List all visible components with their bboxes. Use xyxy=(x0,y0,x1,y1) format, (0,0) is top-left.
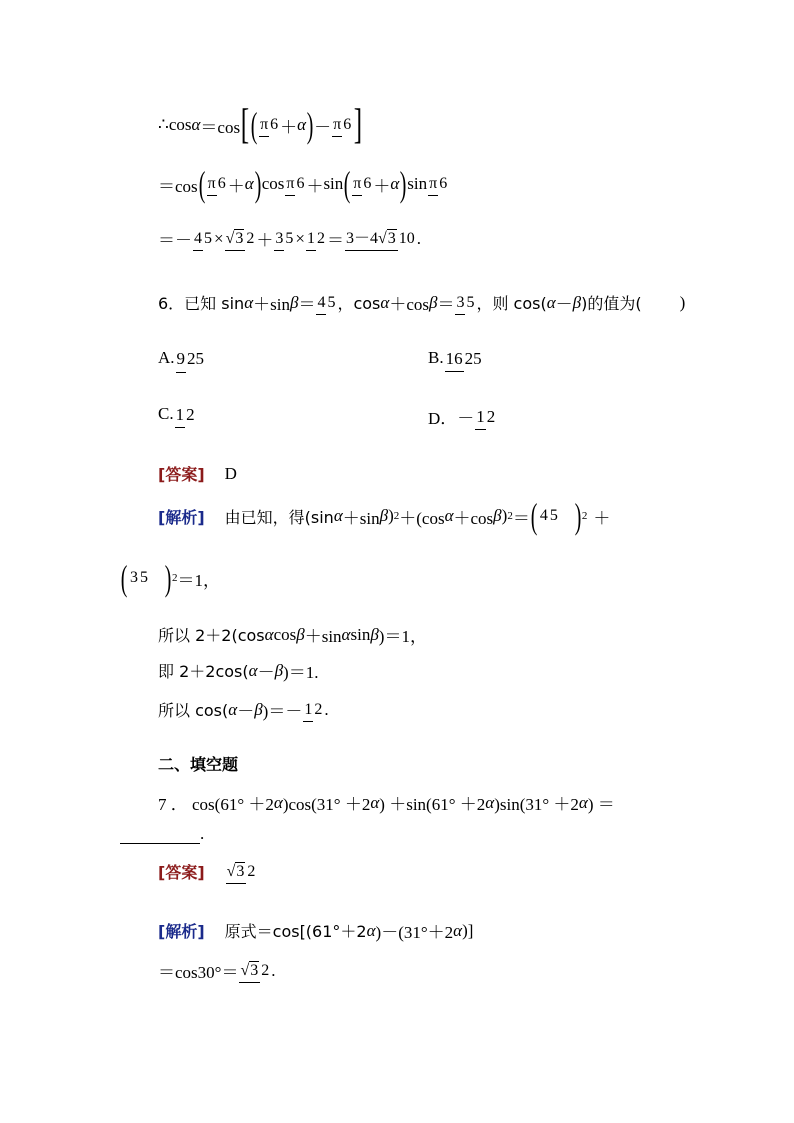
analysis-6-line-3: 所以 2＋2(cos α cos β ＋sin α sin β )＝1， xyxy=(158,624,427,646)
symbol-beta: β xyxy=(572,292,582,312)
analysis-tag: [解析] xyxy=(158,507,205,527)
symbol-alpha: α xyxy=(444,506,454,525)
text: ，则 cos( xyxy=(476,294,547,313)
answer-6 xyxy=(158,462,237,502)
answer-7 xyxy=(158,860,257,900)
exponent: 2 xyxy=(581,510,588,522)
answer-tag: [答案] xyxy=(158,465,205,484)
left-paren: ( xyxy=(198,164,205,204)
answer-blank[interactable] xyxy=(120,825,200,844)
text: cos xyxy=(261,174,285,193)
option-label: B. xyxy=(428,348,444,367)
option-d-value: 1 2 xyxy=(475,408,496,425)
section-title xyxy=(158,752,238,792)
answer-tag: [答案] xyxy=(158,863,205,882)
option-a-value: 9 25 xyxy=(176,350,206,367)
right-paren: ) xyxy=(254,164,261,204)
fraction-pi-6: π 6 xyxy=(352,176,372,192)
symbol-alpha: α xyxy=(380,292,390,312)
text: ＝cos xyxy=(158,176,198,196)
text: ＋cos xyxy=(453,508,494,528)
text: ＝1， xyxy=(177,570,220,590)
fraction-1-2: 1 2 xyxy=(303,702,323,718)
question-7-blank[interactable]: . xyxy=(120,824,204,864)
text: ＋ xyxy=(280,117,298,137)
text: ＝ xyxy=(512,508,530,528)
fraction-4-5: 4 5 xyxy=(539,507,558,524)
question-text: 6．已知 sin xyxy=(158,294,245,313)
text: ＝－ xyxy=(158,231,192,250)
analysis-7-line-1: [解析] 原式＝cos[(61°＋2 α )－(31°＋2 α )] xyxy=(158,920,474,942)
fraction-1-2: 1 2 xyxy=(306,231,326,247)
text: 所以 2＋2(cos xyxy=(158,626,265,645)
text: ) xyxy=(501,506,508,525)
left-paren: ( xyxy=(343,164,351,204)
text: × xyxy=(214,228,224,248)
fraction-pi-6: π 6 xyxy=(428,176,448,192)
text: ＝ xyxy=(437,295,455,314)
exponent: 2 xyxy=(172,572,178,584)
option-b[interactable] xyxy=(428,348,484,388)
text: ＋ xyxy=(593,508,611,528)
option-label: C. xyxy=(158,404,174,423)
fraction-4-5: 4 5 xyxy=(316,295,336,311)
derivation-line-3 xyxy=(158,226,421,266)
derivation-line-1 xyxy=(158,102,363,148)
fraction-pi-6: π 6 xyxy=(207,176,227,192)
left-paren: ( xyxy=(250,105,258,145)
fraction-sqrt3-2: √3 2 xyxy=(225,231,256,247)
symbol-alpha: α xyxy=(191,115,201,134)
exponent: 2 xyxy=(393,510,400,522)
option-a[interactable] xyxy=(158,348,206,388)
text: ＝cos30°＝ xyxy=(158,963,239,982)
fraction-3-5: 3 5 xyxy=(130,569,148,586)
right-bracket: ] xyxy=(353,102,363,148)
symbol-beta: β xyxy=(289,292,299,312)
left-bracket: [ xyxy=(240,102,250,148)
right-paren: ) xyxy=(164,558,172,598)
question-text: 7 ． cos(61° ＋2 xyxy=(158,795,274,814)
fraction-4-5: 4 5 xyxy=(193,231,213,247)
fraction-sqrt3-2: √3 2 xyxy=(239,963,270,979)
fraction-3-5: 3 5 xyxy=(274,231,294,247)
text: 原式＝cos[(61°＋2 xyxy=(224,922,367,941)
text: )的值为( xyxy=(581,294,642,313)
symbol-alpha: α xyxy=(390,174,400,193)
option-b-value: 16 25 xyxy=(445,350,483,367)
option-c[interactable] xyxy=(158,404,197,444)
text: ＋(cos xyxy=(399,508,445,528)
analysis-6-line-2 xyxy=(120,560,220,600)
answer-value: D xyxy=(224,463,237,483)
option-c-value: 1 2 xyxy=(175,406,196,423)
text: 即 2＋2cos( xyxy=(158,662,249,681)
analysis-6-line-1 xyxy=(158,498,610,538)
text: － xyxy=(555,295,573,314)
text: ＋ xyxy=(256,231,274,250)
text: 由已知，得(sin xyxy=(224,507,334,527)
section-heading: 二、填空题 xyxy=(158,755,239,774)
symbol-beta: β xyxy=(379,506,389,525)
text: . xyxy=(416,228,422,248)
text: ＝ xyxy=(326,231,344,250)
right-paren: ) xyxy=(399,164,407,204)
text: ＋ xyxy=(227,176,245,196)
exponent: 2 xyxy=(507,510,513,522)
symbol-alpha: α xyxy=(244,292,254,312)
text: 所以 cos( xyxy=(158,701,229,720)
text: ∴cos xyxy=(158,115,192,134)
text: ＋ xyxy=(306,176,324,196)
fraction-3-5: 3 5 xyxy=(455,295,475,311)
option-d[interactable] xyxy=(428,404,497,444)
text: × xyxy=(295,228,305,248)
text: ) xyxy=(679,292,686,312)
symbol-alpha: α xyxy=(244,174,254,193)
fraction-pi-6: π 6 xyxy=(285,176,305,192)
text: ＋cos xyxy=(389,295,429,314)
analysis-tag: [解析] xyxy=(158,922,205,941)
text: ＋sin xyxy=(342,508,380,528)
text: ＝cos xyxy=(200,117,241,137)
fraction-pi-6: π 6 xyxy=(332,117,352,133)
analysis-6-line-4: 即 2＋2cos( α － β )＝1. xyxy=(158,660,319,682)
left-paren: ( xyxy=(530,496,538,536)
option-label: A. xyxy=(158,348,175,367)
question-6 xyxy=(158,290,685,330)
left-paren: ( xyxy=(120,558,128,598)
symbol-alpha: α xyxy=(546,292,556,312)
derivation-line-2 xyxy=(158,166,449,206)
text: ＋sin xyxy=(253,295,290,314)
text: ＝ xyxy=(298,295,316,314)
text: ，cos xyxy=(337,294,381,313)
text: － xyxy=(314,117,332,137)
fraction-result: 3－4√3 10 xyxy=(345,231,416,247)
right-paren: ) xyxy=(306,105,314,145)
text: ＋ xyxy=(373,176,391,196)
answer-7-value: √3 2 xyxy=(226,864,257,880)
right-paren: ) xyxy=(574,496,582,536)
analysis-6-line-5: 所以 cos( α － β )＝－ 1 2 . xyxy=(158,699,329,721)
analysis-7-line-2: ＝cos30°＝ √3 2 . xyxy=(158,958,276,998)
option-label: D．－ xyxy=(428,409,475,428)
text: ) xyxy=(388,506,394,525)
symbol-alpha: α xyxy=(333,506,343,525)
text: sin xyxy=(323,174,344,193)
text: sin xyxy=(407,174,428,193)
symbol-alpha: α xyxy=(297,115,307,134)
symbol-beta: β xyxy=(493,506,502,525)
fraction-pi-6: π 6 xyxy=(259,117,279,133)
symbol-beta: β xyxy=(429,292,438,312)
question-7: 7 ． cos(61° ＋2 α )cos(31° ＋2 α ) ＋sin(61° ＋2 α )sin(31° ＋2 α ) ＝ xyxy=(158,790,615,830)
